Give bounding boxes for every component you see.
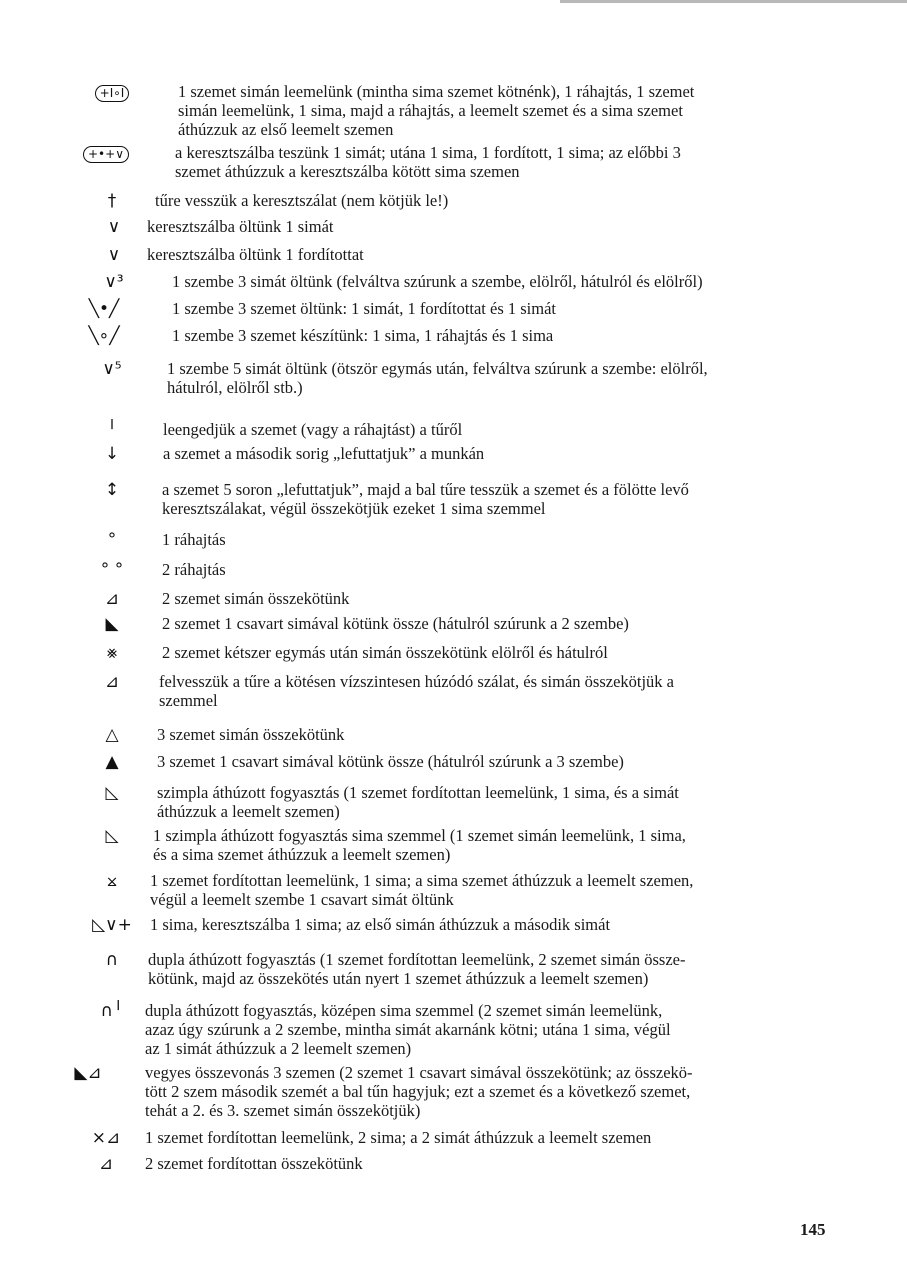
description-line: hátulról, elölről stb.)	[167, 378, 303, 397]
description-line: áthúzzuk az első leemelt szemen	[178, 120, 394, 139]
description-line: 1 szembe 3 szemet készítünk: 1 sima, 1 ráhajtás és 1 sima	[172, 326, 554, 345]
stitch-symbol-icon: ∩	[105, 950, 119, 970]
description-line: 1 szemet fordítottan leemelünk, 2 sima; a 2 simát áthúzzuk a leemelt szemen	[145, 1128, 652, 1147]
description-line: 2 ráhajtás	[162, 560, 226, 579]
description-line: tött 2 szem második szemét a bal tűn hagyjuk; ezt a szemet és a következő szemet,	[145, 1082, 691, 1101]
stitch-symbol-icon: ╵	[106, 420, 118, 440]
page-top-edge	[560, 0, 907, 3]
description-line: 1 szembe 3 szemet öltünk: 1 simát, 1 fordítottat és 1 simát	[172, 299, 557, 318]
stitch-symbol-icon: ⨲	[107, 871, 117, 891]
legend-description	[172, 272, 867, 291]
stitch-symbol-icon: ╲∘╱	[88, 326, 120, 346]
description-line: 1 szemet fordítottan leemelünk, 1 sima; a sima szemet áthúzzuk a leemelt szemen,	[150, 871, 694, 890]
description-line: szemet áthúzzuk a keresztszálba kötött sima szemen	[175, 162, 520, 181]
legend-description	[162, 560, 867, 579]
description-line: 1 szembe 5 simát öltünk (ötször egymás után, felváltva szúrunk a szembe: elölről,	[167, 359, 708, 378]
description-line: 1 sima, keresztszálba 1 sima; az első simán áthúzzuk a második simát	[150, 915, 611, 934]
stitch-symbol-icon: ◺∨+	[92, 915, 132, 935]
stitch-symbol-icon: ╲•╱	[88, 299, 120, 319]
description-line: 3 szemet 1 csavart simával kötünk össze (hátulról szúrunk a 3 szembe)	[157, 752, 624, 771]
stitch-symbol-icon: ∨	[107, 245, 121, 265]
legend-description	[157, 752, 867, 771]
stitch-symbol-icon: ∨	[107, 217, 121, 237]
legend-description	[162, 530, 867, 549]
stitch-symbol-icon: ∩╵	[100, 1001, 124, 1021]
description-line: vegyes összevonás 3 szemen (2 szemet 1 csavart simával összekötünk; az összekö-	[145, 1063, 693, 1082]
legend-description	[155, 191, 867, 210]
description-line: kötünk, majd az összekötés után nyert 1 szemet áthúzzuk a leemelt szemen)	[148, 969, 649, 988]
stitch-symbol-icon: +I∘I	[76, 82, 148, 102]
stitch-symbol-icon: ⨳	[106, 643, 118, 663]
legend-description	[167, 359, 867, 397]
legend-description	[150, 871, 867, 909]
stitch-symbol-icon: ◺	[105, 826, 119, 846]
stitch-symbol-icon: △	[105, 725, 119, 745]
stitch-symbol-icon: ⊿	[98, 1154, 114, 1174]
description-line: tehát a 2. és 3. szemet simán összekötjük)	[145, 1101, 421, 1120]
legend-description	[145, 1063, 867, 1120]
stitch-symbol-icon: ⊿	[104, 672, 120, 692]
legend-description	[159, 672, 867, 710]
stitch-symbol-icon: °	[107, 530, 117, 550]
legend-description	[145, 1154, 867, 1173]
description-line: 2 szemet fordítottan összekötünk	[145, 1154, 363, 1173]
description-line: 2 szemet simán összekötünk	[162, 589, 350, 608]
description-line: leengedjük a szemet (vagy a ráhajtást) a tűről	[163, 420, 463, 439]
stitch-symbol-icon: ⊿	[104, 589, 120, 609]
description-line: 1 szembe 3 simát öltünk (felváltva szúrunk a szembe, elölről, hátulról és elölről)	[172, 272, 703, 291]
description-line: keresztszálba öltünk 1 fordítottat	[147, 245, 364, 264]
stitch-symbol-icon: ◺	[105, 783, 119, 803]
description-line: 1 szimpla áthúzott fogyasztás sima szemmel (1 szemet simán leemelünk, 1 sima,	[153, 826, 686, 845]
description-line: felvesszük a tűre a kötésen vízszintesen húzódó szálat, és simán összekötjük a	[159, 672, 675, 691]
legend-description	[147, 217, 867, 236]
description-line: azaz úgy szúrunk a 2 szembe, mintha simát akarnánk kötni; utána 1 sima, végül	[145, 1020, 671, 1039]
legend-description	[157, 783, 867, 821]
description-line: 2 szemet 1 csavart simával kötünk össze (hátulról szúrunk a 2 szembe)	[162, 614, 629, 633]
legend-description	[178, 82, 867, 139]
legend-description	[163, 420, 867, 439]
stitch-symbol-icon: ∨⁵	[102, 359, 122, 379]
description-line: végül a leemelt szembe 1 csavart simát öltünk	[150, 890, 454, 909]
page-number: 145	[800, 1220, 826, 1239]
legend-description	[150, 915, 867, 934]
description-line: szimpla áthúzott fogyasztás (1 szemet fordítottan leemelünk, 1 sima, és a simát	[157, 783, 679, 802]
description-line: 2 szemet kétszer egymás után simán összekötünk elölről és hátulról	[162, 643, 608, 662]
description-line: szemmel	[159, 691, 218, 710]
stitch-symbol-icon: ◣⊿	[74, 1063, 102, 1083]
description-line: áthúzzuk a leemelt szemen)	[157, 802, 340, 821]
description-line: keresztszálakat, végül összekötjük ezeket 1 sima szemmel	[162, 499, 546, 518]
legend-description	[172, 326, 867, 345]
stitch-symbol-icon: ◣	[105, 614, 119, 634]
legend-description	[157, 725, 867, 744]
description-line: tűre vesszük a keresztszálat (nem kötjük le!)	[155, 191, 449, 210]
description-line: az 1 simát áthúzzuk a 2 leemelt szemen)	[145, 1039, 412, 1058]
legend-description	[172, 299, 867, 318]
description-line: a szemet 5 soron „lefuttatjuk”, majd a bal tűre tesszük a szemet és a fölötte levő	[162, 480, 689, 499]
stitch-symbol-icon: ⨯⊿	[91, 1128, 121, 1148]
description-line: keresztszálba öltünk 1 simát	[147, 217, 334, 236]
stitch-symbol-icon: ↓	[104, 444, 120, 464]
stitch-symbol-icon: ∨³	[104, 272, 124, 292]
legend-description	[145, 1128, 867, 1147]
legend-description	[147, 245, 867, 264]
stitch-symbol-icon: ▲	[105, 752, 119, 772]
stitch-symbol-icon: ↕	[104, 480, 120, 500]
description-line: és a sima szemet áthúzzuk a leemelt szemen)	[153, 845, 451, 864]
legend-description	[145, 1001, 867, 1058]
stitch-symbol-icon: †	[107, 191, 117, 211]
legend-description	[162, 614, 867, 633]
description-line: dupla áthúzott fogyasztás (1 szemet fordítottan leemelünk, 2 szemet simán össze-	[148, 950, 686, 969]
legend-description	[175, 143, 867, 181]
legend-description	[162, 480, 867, 518]
stitch-symbol-icon: +•+∨	[70, 143, 142, 163]
description-line: 1 szemet simán leemelünk (mintha sima szemet kötnénk), 1 ráhajtás, 1 szemet	[178, 82, 695, 101]
description-line: dupla áthúzott fogyasztás, középen sima szemmel (2 szemet simán leemelünk,	[145, 1001, 663, 1020]
description-line: a szemet a második sorig „lefuttatjuk” a munkán	[163, 444, 485, 463]
stitch-symbol-icon: ° °	[100, 560, 124, 580]
description-line: a keresztszálba teszünk 1 simát; utána 1 sima, 1 fordított, 1 sima; az előbbi 3	[175, 143, 681, 162]
description-line: 1 ráhajtás	[162, 530, 226, 549]
description-line: simán leemelünk, 1 sima, majd a ráhajtás, a leemelt szemet és a sima szemet	[178, 101, 683, 120]
legend-description	[162, 589, 867, 608]
legend-description	[163, 444, 867, 463]
legend-description	[162, 643, 867, 662]
description-line: 3 szemet simán összekötünk	[157, 725, 345, 744]
legend-description	[153, 826, 867, 864]
legend-description	[148, 950, 867, 988]
